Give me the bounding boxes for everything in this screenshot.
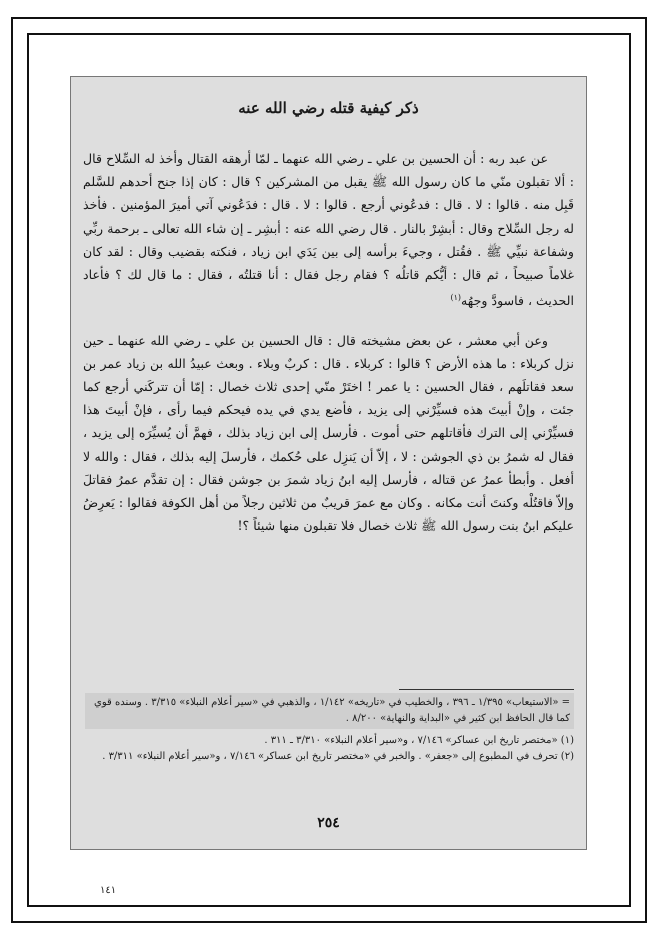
footnote-marker-1: (١) bbox=[450, 293, 462, 303]
paragraph-2 bbox=[83, 329, 574, 538]
paragraph-1 bbox=[83, 147, 574, 313]
paragraph-2-text: وعن أبي معشر ، عن بعض مشيخته قال : قال الحسين بن علي ـ رضي الله عنهما ـ حين نزل كربلاء : ما هذه الأرض ؟ قالوا : كربلاء . قال : كربٌ وبلاء . وبعث عبيدُ الله بن زياد عمر بن سعد فقاتلَهم ، فقال الحسين : يا عمر ! اختَرْ منّي إحدى ثلاث خصال : إمّا أن تتركَني أرجع كما جئت ، وإنْ أبيتَ هذه فسيِّرْني إلى يزيد ، فأضع يدي في يده فيحكم فيما رأى ، فإنْ أبيتَ هذا فسيِّرْني إلى الترك فأقاتلهم حتى أموت . فأرسل إلى ابن زياد بذلك ، فهمَّ أن يُسيِّرَه إلى يزيد ، فقال له شمرُ بن ذي الجوشن : لا ، إلاّ أن يَنزِل على حُكمك ، فأرسلَ إليه بذلك ، فقال : والله لا أفعل . وأبطأ عمرُ عن قتاله ، فأرسل إليه ابنُ زياد شمرَ بن جوشن فقال : إن تقدَّم عمرُ فقاتلَ وإلاّ فاقتُلْه وكنتَ أنت مكانه . وكان مع عمرَ قريبٌ من ثلاثين رجلاً من أهل الكوفة فقالوا : يَعرِضُ عليكم ابنُ بنت رسول الله ﷺ ثلاث خصال فلا تقبلون منها شيئاً ؟! bbox=[83, 332, 574, 534]
section-heading: ذكر كيفية قتله رضي الله عنه bbox=[238, 99, 419, 117]
main-text bbox=[83, 147, 574, 537]
footnote-continuation: = «الاستيعاب» ١/٣٩٥ ـ ٣٩٦ ، والخطيب في «تاريخه» ١/١٤٢ ، والذهبي في «سير أعلام النبلاء» ٣/٣١٥ . وسنده قوي كما قال الحافظ ابن كثير في «البداية والنهاية» ٨/٢٠٠ . bbox=[85, 693, 574, 729]
footnote-1: (١) «مختصر تاريخ ابن عساكر» ٧/١٤٦ ، و«سير أعلام النبلاء» ٣/٣١٠ ـ ٣١١ . bbox=[264, 735, 574, 746]
footnotes bbox=[85, 693, 574, 765]
book-page-number: ٢٥٤ bbox=[317, 815, 340, 831]
footnote-separator bbox=[399, 689, 574, 690]
pdf-page-number: ١٤١ bbox=[100, 885, 117, 896]
paragraph-1-text: عن عبد ربه : أن الحسين بن علي ـ رضي الله عنهما ـ لمّا أرهقه القتال وأخذ له السِّلاح قال : ألا تقبلون منّي ما كان رسول الله ﷺ يقبل من المشركين ؟ قال : كان إذا جنح أحدهم للسَّلم قَبِل منه . قالوا : لا . قال : فدعُوني أرجع . قالوا : لا . قال : فدَعُوني آتي أميرَ المؤمنين . فأخذ له رجل السِّلاح وقال : أبشِرْ بالنار . قال رضي الله عنه : أبشِر ـ إن شاء الله تعالى ـ برحمة ربِّي وشفاعة نبيِّي ﷺ . فقُتل ، وجيءَ برأسه إلى بين يَدَي ابن زياد ، فنكته بقضيب وقال : لقد كان غلاماً صبيحاً ، ثم قال : أيُّكم قاتلُه ؟ فقام رجل فقال : أنا قتلتُه ، فقال : ما قال لك ؟ فأعاد الحديث ، فاسودَّ وجهُه bbox=[83, 151, 574, 309]
footnote-2: (٢) تحرف في المطبوع إلى «جعفر» . والخبر في «مختصر تاريخ ابن عساكر» ٧/١٤٦ ، و«سير أعلام النبلاء» ٣/٣١١ . bbox=[102, 751, 574, 762]
scanned-book-page bbox=[70, 76, 587, 850]
